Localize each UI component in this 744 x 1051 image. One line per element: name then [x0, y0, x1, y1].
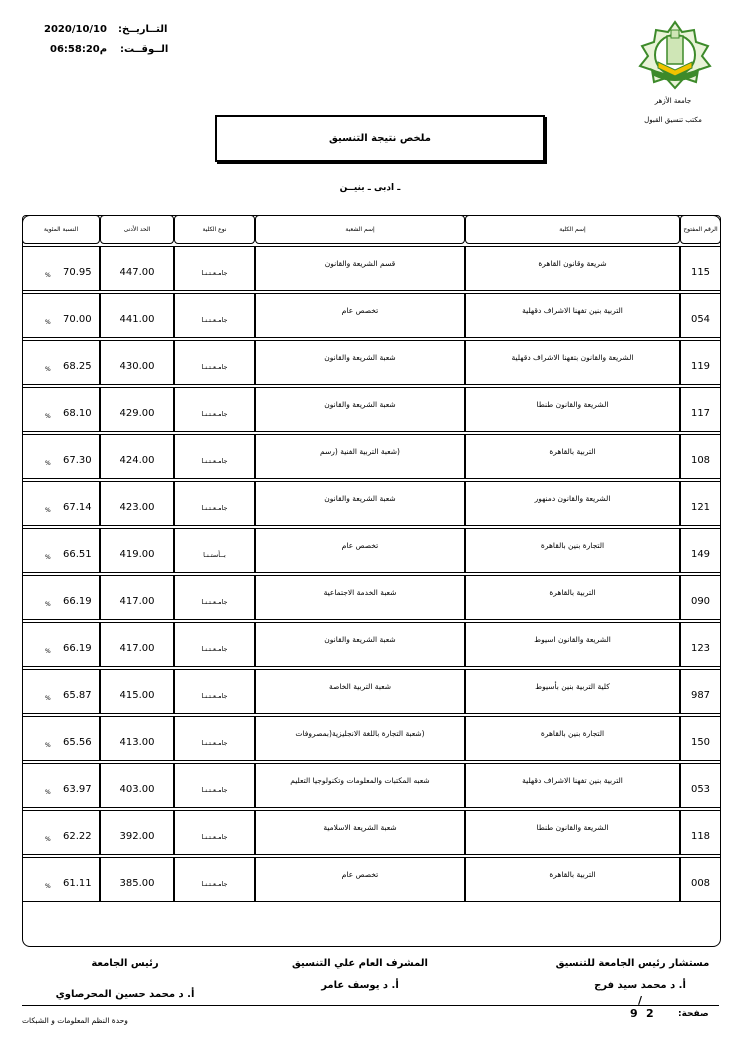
cell-code: 987 [680, 669, 721, 714]
table-header [22, 215, 721, 245]
cell-branch: شعبة الشريعة الاسلامية [255, 810, 465, 855]
cell-code: 118 [680, 810, 721, 855]
cell-pct: 66.19 % [22, 575, 100, 620]
cell-college: كلية التربية بنين بأسيوط [465, 669, 680, 714]
cell-code: 119 [680, 340, 721, 385]
percent-sign: % [45, 413, 51, 420]
university-name: جامعة الأزهر [654, 97, 692, 105]
university-logo-icon [632, 18, 718, 90]
page-total: 9 [630, 1007, 638, 1020]
cell-min: 423.00 [100, 481, 174, 526]
cell-college: التربية بنين تفهنا الاشراف دقهلية [465, 293, 680, 338]
table-row [22, 481, 721, 527]
cell-pct: 65.56 % [22, 716, 100, 761]
cell-min: 419.00 [100, 528, 174, 573]
cell-college: الشريعة والقانون دمنهور [465, 481, 680, 526]
table-row [22, 246, 721, 292]
cell-branch: قسم الشريعة والقانون [255, 246, 465, 291]
cell-college: التجارة بنين بالقاهرة [465, 716, 680, 761]
table-row [22, 293, 721, 339]
cell-branch: شعبة الشريعة والقانون [255, 387, 465, 432]
cell-min: 430.00 [100, 340, 174, 385]
cell-college: التربية بنين تفهنا الاشراف دقهلية [465, 763, 680, 808]
page-number: 2 [646, 1007, 654, 1020]
cell-min: 417.00 [100, 575, 174, 620]
time-value: 06:58:20م [50, 44, 108, 55]
page-separator: / [638, 994, 643, 1007]
sig2-name: أ. د يوسف عامر [321, 980, 399, 991]
table-row [22, 387, 721, 433]
cell-code: 090 [680, 575, 721, 620]
percent-sign: % [45, 366, 51, 373]
cell-min: 441.00 [100, 293, 174, 338]
report-subtitle: ـ ادبى ـ بنيــن [339, 183, 401, 193]
cell-college: الشريعة والقانون اسيوط [465, 622, 680, 667]
cell-branch: شعبة التربية الخاصة [255, 669, 465, 714]
cell-type: جامـعـتـنـا [174, 340, 255, 385]
cell-type: بــأستـنـا [174, 528, 255, 573]
table-row [22, 622, 721, 668]
cell-type: جامـعـتـنـا [174, 763, 255, 808]
col-type: نوع الكلية [174, 215, 255, 244]
col-branch: إسم الشعبة [255, 215, 465, 244]
sig2-title: المشرف العام علي التنسيق [292, 958, 428, 969]
cell-pct: 68.10 % [22, 387, 100, 432]
cell-type: جامـعـتـنـا [174, 434, 255, 479]
percent-sign: % [45, 554, 51, 561]
cell-pct: 61.11 % [22, 857, 100, 902]
office-name: مكتب تنسيق القبول [644, 116, 702, 124]
footer-divider [22, 1005, 719, 1006]
table-row [22, 528, 721, 574]
cell-min: 424.00 [100, 434, 174, 479]
cell-branch: تخصص عام [255, 293, 465, 338]
cell-code: 115 [680, 246, 721, 291]
cell-college: الشريعة والقانون بتفهنا الاشراف دقهلية [465, 340, 680, 385]
unit-name: وحدة النظم المعلومات و الشبكات [22, 1016, 128, 1025]
time-label: الــوقــت: [120, 44, 169, 55]
cell-pct: 66.51 % [22, 528, 100, 573]
table-row [22, 763, 721, 809]
cell-pct: 65.87 % [22, 669, 100, 714]
cell-college: الشريعة والقانون طنطا [465, 810, 680, 855]
cell-type: جامـعـتـنـا [174, 387, 255, 432]
percent-sign: % [45, 601, 51, 608]
sig1-title: مستشار رئيس الجامعة للتنسيق [555, 958, 710, 969]
cell-code: 149 [680, 528, 721, 573]
cell-type: جامـعـتـنـا [174, 669, 255, 714]
cell-min: 447.00 [100, 246, 174, 291]
table-row [22, 340, 721, 386]
cell-type: جامـعـتـنـا [174, 293, 255, 338]
sig3-name: أ. د محمد حسين المحرصاوي [55, 989, 195, 1000]
cell-code: 053 [680, 763, 721, 808]
cell-pct: 70.00 % [22, 293, 100, 338]
cell-code: 117 [680, 387, 721, 432]
cell-min: 417.00 [100, 622, 174, 667]
cell-branch: شعبة الخدمة الاجتماعية [255, 575, 465, 620]
cell-college: الشريعة والقانون طنطا [465, 387, 680, 432]
cell-branch: شعبه المكتبات والمعلومات وتكنولوجيا التعليم [255, 763, 465, 808]
date-value: 2020/10/10 [44, 24, 107, 35]
cell-branch: (شعبة التجارة باللغة الانجليزية(بمصروفات [255, 716, 465, 761]
cell-college: التربية بالقاهرة [465, 434, 680, 479]
cell-min: 429.00 [100, 387, 174, 432]
cell-pct: 67.30 % [22, 434, 100, 479]
cell-college: التربية بالقاهرة [465, 857, 680, 902]
percent-sign: % [45, 789, 51, 796]
cell-type: جامـعـتـنـا [174, 857, 255, 902]
cell-min: 415.00 [100, 669, 174, 714]
table-row [22, 575, 721, 621]
col-min: الحد الأدنى [100, 215, 174, 244]
cell-pct: 67.14 % [22, 481, 100, 526]
cell-code: 008 [680, 857, 721, 902]
cell-code: 121 [680, 481, 721, 526]
percent-sign: % [45, 460, 51, 467]
cell-type: جامـعـتـنـا [174, 481, 255, 526]
table-row [22, 669, 721, 715]
percent-sign: % [45, 319, 51, 326]
cell-college: التربية بالقاهرة [465, 575, 680, 620]
date-label: التــاريــخ: [118, 24, 168, 35]
cell-pct: 62.22 % [22, 810, 100, 855]
cell-branch: تخصص عام [255, 857, 465, 902]
cell-min: 392.00 [100, 810, 174, 855]
table-row [22, 716, 721, 762]
percent-sign: % [45, 507, 51, 514]
cell-code: 108 [680, 434, 721, 479]
cell-branch: (شعبة التربية الفنية (رسم [255, 434, 465, 479]
table-row [22, 810, 721, 856]
cell-min: 403.00 [100, 763, 174, 808]
col-code: الرقم المفتوح [680, 215, 721, 244]
cell-code: 123 [680, 622, 721, 667]
cell-pct: 63.97 % [22, 763, 100, 808]
cell-type: جامـعـتـنـا [174, 716, 255, 761]
cell-min: 413.00 [100, 716, 174, 761]
percent-sign: % [45, 648, 51, 655]
percent-sign: % [45, 695, 51, 702]
page-label: صفحة: [678, 1009, 709, 1019]
cell-branch: شعبة الشريعة والقانون [255, 481, 465, 526]
cell-type: جامـعـتـنـا [174, 575, 255, 620]
cell-branch: شعبة الشريعة والقانون [255, 340, 465, 385]
cell-branch: تخصص عام [255, 528, 465, 573]
cell-code: 150 [680, 716, 721, 761]
cell-type: جامـعـتـنـا [174, 622, 255, 667]
percent-sign: % [45, 883, 51, 890]
cell-branch: شعبة الشريعة والقانون [255, 622, 465, 667]
cell-type: جامـعـتـنـا [174, 810, 255, 855]
percent-sign: % [45, 272, 51, 279]
cell-pct: 68.25 % [22, 340, 100, 385]
percent-sign: % [45, 836, 51, 843]
report-title: ملخص نتيجة التنسيق [215, 115, 545, 162]
cell-college: شريعة وقانون القاهرة [465, 246, 680, 291]
cell-code: 054 [680, 293, 721, 338]
cell-college: التجارة بنين بالقاهرة [465, 528, 680, 573]
table-row [22, 857, 721, 903]
cell-min: 385.00 [100, 857, 174, 902]
cell-pct: 70.95 % [22, 246, 100, 291]
col-pct: النسبة المئوية [22, 215, 100, 244]
table-row [22, 434, 721, 480]
col-college: إسم الكلية [465, 215, 680, 244]
cell-pct: 66.19 % [22, 622, 100, 667]
percent-sign: % [45, 742, 51, 749]
sig1-name: أ. د محمد سيد فرج [594, 980, 686, 991]
cell-type: جامـعـتـنـا [174, 246, 255, 291]
sig3-title: رئيس الجامعة [91, 958, 159, 969]
